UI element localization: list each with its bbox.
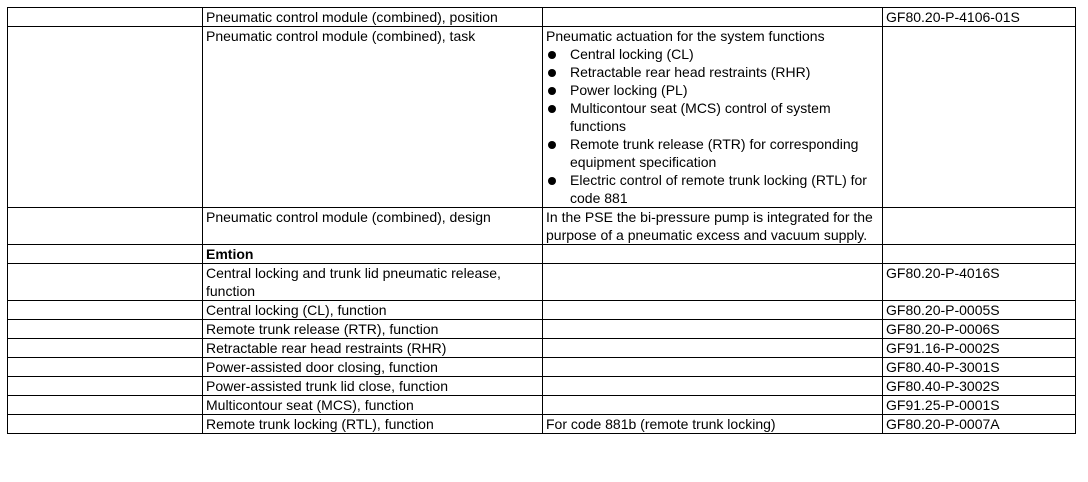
row-label: Retractable rear head restraints (RHR) xyxy=(203,339,543,358)
table-row xyxy=(8,301,1076,320)
table-row xyxy=(8,320,1076,339)
row-label: Pneumatic control module (combined), position xyxy=(203,8,543,27)
blank-cell xyxy=(8,8,203,27)
list-item xyxy=(546,171,879,207)
blank-cell xyxy=(8,208,203,245)
bullet-icon xyxy=(548,87,556,95)
row-description xyxy=(543,377,883,396)
section-header-row xyxy=(8,245,1076,264)
table-row xyxy=(8,208,1076,245)
list-item-text: Central locking (CL) xyxy=(570,46,694,62)
section-title: Emtion xyxy=(203,245,543,264)
list-item-text: Electric control of remote trunk locking (RTL) for code 881 xyxy=(570,172,867,206)
blank-cell xyxy=(8,301,203,320)
row-label: Power-assisted door closing, function xyxy=(203,358,543,377)
document-reference: GF80.20-P-0007A xyxy=(883,415,1076,434)
table-row xyxy=(8,396,1076,415)
bullet-icon xyxy=(548,105,556,113)
row-description xyxy=(543,8,883,27)
table-row xyxy=(8,377,1076,396)
row-label: Pneumatic control module (combined), design xyxy=(203,208,543,245)
blank-cell xyxy=(8,27,203,208)
table-row xyxy=(8,264,1076,301)
document-reference xyxy=(883,245,1076,264)
row-label: Pneumatic control module (combined), task xyxy=(203,27,543,208)
row-description xyxy=(543,396,883,415)
list-item xyxy=(546,99,879,135)
blank-cell xyxy=(8,358,203,377)
blank-cell xyxy=(8,339,203,358)
bullet-icon xyxy=(548,51,556,59)
table-row xyxy=(8,27,1076,208)
list-item xyxy=(546,81,879,99)
blank-cell xyxy=(8,415,203,434)
bullet-icon xyxy=(548,141,556,149)
row-label: Remote trunk locking (RTL), function xyxy=(203,415,543,434)
table-row xyxy=(8,358,1076,377)
row-label: Remote trunk release (RTR), function xyxy=(203,320,543,339)
blank-cell xyxy=(8,245,203,264)
bullet-icon xyxy=(548,177,556,185)
row-description xyxy=(543,320,883,339)
table-row xyxy=(8,8,1076,27)
row-label: Power-assisted trunk lid close, function xyxy=(203,377,543,396)
document-reference: GF91.16-P-0002S xyxy=(883,339,1076,358)
document-reference xyxy=(883,27,1076,208)
list-item-text: Retractable rear head restraints (RHR) xyxy=(570,64,811,80)
list-item xyxy=(546,63,879,81)
row-description xyxy=(543,27,883,208)
reference-table xyxy=(7,7,1076,434)
list-item xyxy=(546,135,879,171)
document-reference: GF80.20-P-0005S xyxy=(883,301,1076,320)
function-list xyxy=(546,45,879,207)
blank-cell xyxy=(8,264,203,301)
blank-cell xyxy=(8,396,203,415)
row-label: Central locking (CL), function xyxy=(203,301,543,320)
blank-cell xyxy=(8,377,203,396)
document-reference: GF80.20-P-4016S xyxy=(883,264,1076,301)
row-description xyxy=(543,301,883,320)
document-reference: GF80.20-P-4106-01S xyxy=(883,8,1076,27)
row-description: For code 881b (remote trunk locking) xyxy=(543,415,883,434)
row-description xyxy=(543,339,883,358)
list-item-text: Remote trunk release (RTR) for corresponding equipment specification xyxy=(570,136,859,170)
row-description xyxy=(543,264,883,301)
document-reference: GF80.40-P-3002S xyxy=(883,377,1076,396)
blank-cell xyxy=(8,320,203,339)
table-row xyxy=(8,339,1076,358)
list-item xyxy=(546,45,879,63)
row-description xyxy=(543,358,883,377)
bullet-icon xyxy=(548,69,556,77)
list-item-text: Power locking (PL) xyxy=(570,82,688,98)
document-reference: GF80.40-P-3001S xyxy=(883,358,1076,377)
table-row xyxy=(8,415,1076,434)
list-item-text: Multicontour seat (MCS) control of system functions xyxy=(570,100,831,134)
row-label: Central locking and trunk lid pneumatic release, function xyxy=(203,264,543,301)
document-reference: GF91.25-P-0001S xyxy=(883,396,1076,415)
row-description xyxy=(543,245,883,264)
row-description: In the PSE the bi-pressure pump is integrated for the purpose of a pneumatic excess and vacuum supply. xyxy=(543,208,883,245)
document-reference xyxy=(883,208,1076,245)
description-intro: Pneumatic actuation for the system functions xyxy=(546,28,825,44)
row-label: Multicontour seat (MCS), function xyxy=(203,396,543,415)
document-reference: GF80.20-P-0006S xyxy=(883,320,1076,339)
